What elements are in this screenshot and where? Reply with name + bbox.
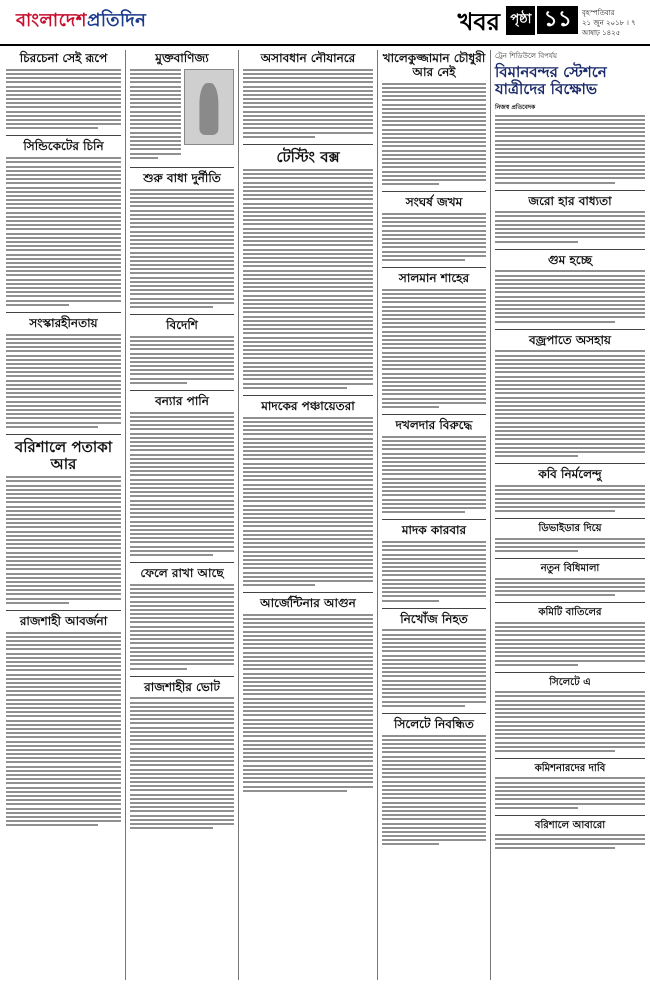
person-icon [199, 83, 218, 135]
headline[interactable]: সালমান শাহের [398, 270, 470, 285]
article [495, 677, 645, 752]
article-body [495, 350, 645, 457]
article-body [495, 691, 645, 752]
article [130, 172, 234, 308]
headline[interactable]: ডিভাইডার দিয়ে [538, 523, 602, 535]
headline[interactable]: রাজশাহীর ভোট [144, 679, 220, 694]
headline[interactable]: সিলেটে নিবন্ধিত [394, 716, 474, 731]
article [382, 718, 486, 846]
article [382, 52, 486, 185]
masthead [0, 0, 650, 46]
article [495, 820, 645, 849]
headline[interactable]: নিখোঁজ নিহত [400, 611, 468, 626]
lead-article [495, 50, 645, 184]
article-body [243, 614, 373, 792]
article-body [382, 289, 486, 408]
column-divider [125, 50, 126, 980]
column-1 [6, 50, 121, 832]
headline[interactable]: কমিশনারদের দাবি [534, 762, 606, 774]
article [495, 763, 645, 809]
column-divider [377, 50, 378, 980]
article-body [495, 777, 645, 808]
article [495, 334, 645, 457]
article-body [130, 69, 181, 161]
byline: নিজস্ব প্রতিবেদক [495, 103, 536, 111]
headline[interactable]: চিরচেনা সেই রূপে [19, 51, 108, 65]
article-body [6, 632, 121, 827]
article-body [495, 578, 645, 597]
column-2 [130, 50, 234, 835]
article [6, 140, 121, 305]
article [495, 563, 645, 596]
headline[interactable]: কমিটি বাতিলের [538, 607, 602, 619]
column-divider [238, 50, 239, 980]
headline[interactable]: সিলেটে এ [549, 676, 591, 688]
headline[interactable]: রাজশাহী আবর্জনা [19, 613, 108, 628]
headline[interactable]: বরিশালে পতাকা আর [14, 437, 113, 473]
headline[interactable]: বিদেশি [166, 317, 198, 332]
article-body [495, 538, 645, 553]
headline[interactable]: টেস্টিং বক্স [276, 147, 340, 166]
article-body [495, 211, 645, 242]
article [6, 52, 121, 129]
article-body [495, 485, 645, 512]
article [243, 149, 373, 389]
article-body [382, 436, 486, 513]
article-body [130, 189, 234, 308]
date: ২১ জুন ২০১৮ । ৭ আষাঢ় ১৪২৫ [582, 19, 636, 37]
article [495, 468, 645, 512]
article [6, 317, 121, 428]
column-4 [382, 50, 486, 851]
article-body [495, 115, 645, 184]
article-body [382, 629, 486, 706]
article [382, 613, 486, 707]
article-body [495, 270, 645, 322]
headline[interactable]: নতুন বিধিমালা [540, 563, 600, 575]
headline[interactable]: দখলদার বিরুদ্ধে [395, 418, 473, 432]
headline[interactable]: মাদক কারবার [401, 523, 467, 538]
article [6, 439, 121, 604]
article [495, 523, 645, 552]
article-body [6, 334, 121, 428]
article [243, 52, 373, 138]
column-divider [490, 50, 491, 980]
article-body [130, 336, 234, 384]
portrait-photo [184, 69, 234, 145]
article [382, 272, 486, 408]
column-3 [243, 50, 373, 798]
article [243, 400, 373, 586]
headline[interactable]: ফেলে রাখা আছে [140, 566, 224, 580]
headline[interactable]: কবি নির্মলেন্দু [538, 467, 602, 482]
page-number-box [506, 6, 578, 34]
headline[interactable]: সংস্কারহীনতায় [29, 315, 98, 330]
logo-part-2: প্রতিদিন [86, 10, 147, 31]
day: বৃহস্পতিবার [582, 9, 615, 17]
headline[interactable]: বজ্রপাতে অসহায় [528, 332, 611, 347]
article-body [6, 476, 121, 604]
article [382, 524, 486, 601]
article-body [243, 417, 373, 587]
headline[interactable]: মুক্তবাণিজ্য [155, 51, 209, 65]
article [130, 681, 234, 830]
newspaper-logo[interactable] [16, 6, 146, 37]
headline[interactable]: খালেকুজ্জামান চৌধুরী আর নেই [382, 51, 486, 79]
article [243, 597, 373, 792]
headline[interactable]: বন্যার পানি [155, 393, 209, 408]
kicker: ট্রেন শিডিউলে বিপর্যয় [495, 52, 558, 60]
lead-headline[interactable]: বিমানবন্দর স্টেশনে যাত্রীদের বিক্ষোভ [495, 63, 607, 99]
article [130, 319, 234, 384]
article [130, 395, 234, 556]
headline[interactable]: অসাবধান নৌযানরে [260, 51, 356, 65]
page-number: ১১ [537, 6, 578, 34]
headline[interactable]: বরিশালে আবারো [534, 819, 606, 831]
article [6, 615, 121, 826]
article [495, 607, 645, 665]
section-title: খবর [457, 8, 500, 36]
page-word: পৃষ্ঠা [506, 6, 535, 35]
article-body [6, 69, 121, 130]
headline[interactable]: সংঘর্ষ জখম [405, 195, 463, 210]
article-body [382, 213, 486, 261]
article [382, 419, 486, 513]
headline[interactable]: শুরু বাধা দুর্নীতি [143, 170, 221, 185]
article-body [6, 157, 121, 306]
article [495, 254, 645, 323]
article-body [243, 169, 373, 389]
article-body [382, 541, 486, 602]
article-body [495, 622, 645, 666]
headline[interactable]: আর্জেন্টিনার আগুন [260, 596, 356, 611]
headline[interactable]: গুম হচ্ছে [548, 252, 592, 267]
article-body [382, 735, 486, 846]
headline[interactable]: মাদকের পঞ্চায়েতরা [261, 398, 355, 413]
article-body [130, 697, 234, 829]
article-body [243, 69, 373, 138]
headline[interactable]: সিন্ডিকেটের চিনি [23, 139, 104, 154]
column-5 [495, 50, 645, 855]
article [495, 195, 645, 243]
logo-part-1: বাংলাদেশ [16, 10, 87, 31]
article-body [382, 83, 486, 186]
dateline [582, 8, 642, 38]
headline[interactable]: জরো হার বাধ্যতা [528, 193, 612, 208]
article [130, 567, 234, 670]
article-body [130, 584, 234, 670]
article-body [495, 834, 645, 849]
article [130, 52, 234, 161]
article-body [130, 412, 234, 556]
article [382, 196, 486, 261]
